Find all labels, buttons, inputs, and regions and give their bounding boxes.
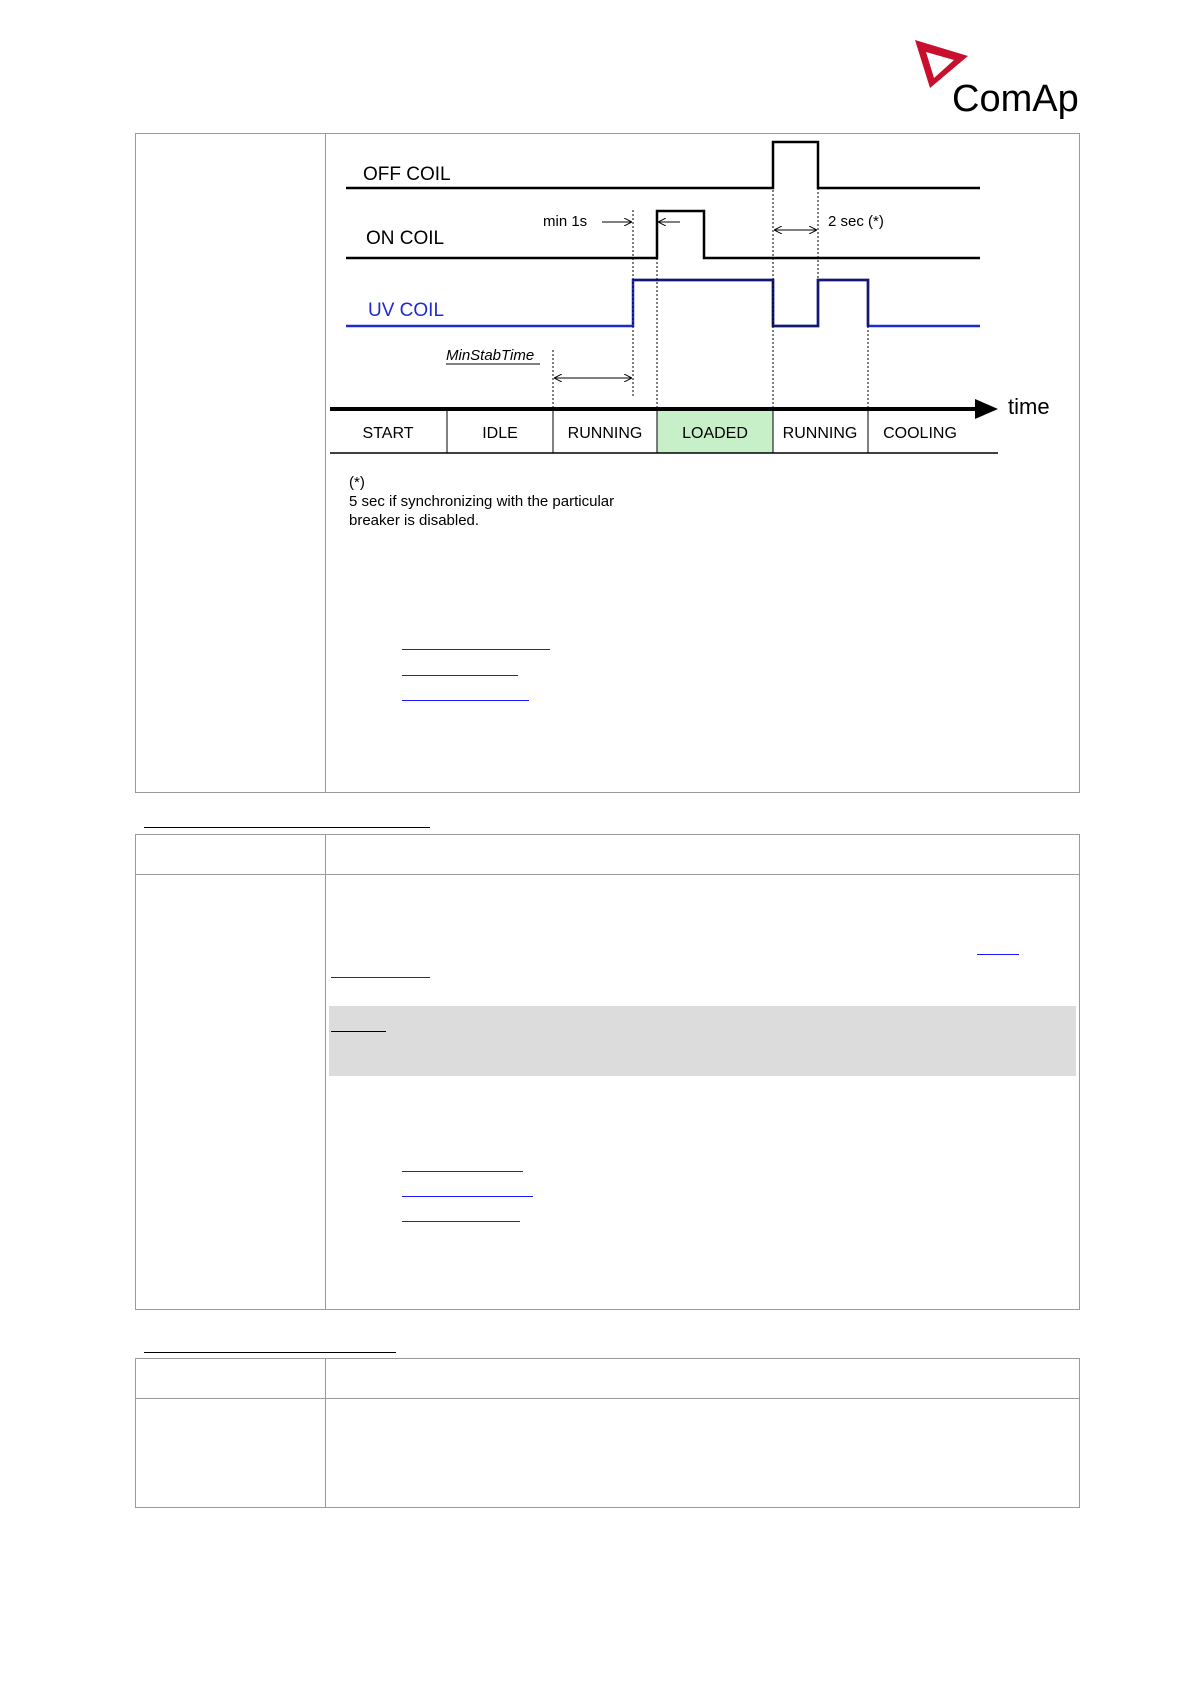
uv-coil-label: UV COIL [368, 300, 445, 321]
state-start: START [362, 425, 414, 442]
section-heading-2 [144, 827, 430, 828]
footnote-marker: (*) [349, 474, 365, 491]
state-cooling: COOLING [883, 425, 957, 442]
footnote-line-1: 5 sec if synchronizing with the particular [349, 493, 615, 510]
note-box [329, 1006, 1076, 1076]
link-underline-8[interactable] [402, 1221, 520, 1222]
on-coil-label: ON COIL [366, 228, 445, 249]
link-underline-7[interactable] [402, 1196, 533, 1197]
min-stab-time-label: MinStabTime [446, 347, 535, 364]
table-section-3 [135, 1358, 1080, 1508]
link-underline-2[interactable] [402, 675, 518, 676]
state-idle: IDLE [482, 425, 518, 442]
note-heading-underline [331, 1031, 386, 1032]
logo-brand-text: ComAp [952, 78, 1079, 120]
time-axis-label: time [1008, 394, 1050, 419]
link-underline-1[interactable] [402, 649, 550, 650]
link-underline-3[interactable] [402, 700, 529, 701]
comap-logo [912, 38, 1092, 128]
section-heading-3 [144, 1352, 396, 1353]
link-underline-4[interactable] [977, 954, 1019, 955]
link-underline-6[interactable] [402, 1171, 523, 1172]
off-pulse-label: 2 sec (*) [828, 213, 884, 230]
off-coil-label: OFF COIL [363, 164, 451, 185]
footnote-line-2: breaker is disabled. [349, 512, 480, 529]
link-underline-5[interactable] [331, 977, 430, 978]
state-running-2: RUNNING [782, 425, 858, 442]
coil-timing-diagram [330, 128, 1070, 538]
min-pulse-label: min 1s [543, 213, 588, 230]
state-running-1: RUNNING [567, 425, 643, 442]
state-loaded: LOADED [682, 425, 748, 442]
